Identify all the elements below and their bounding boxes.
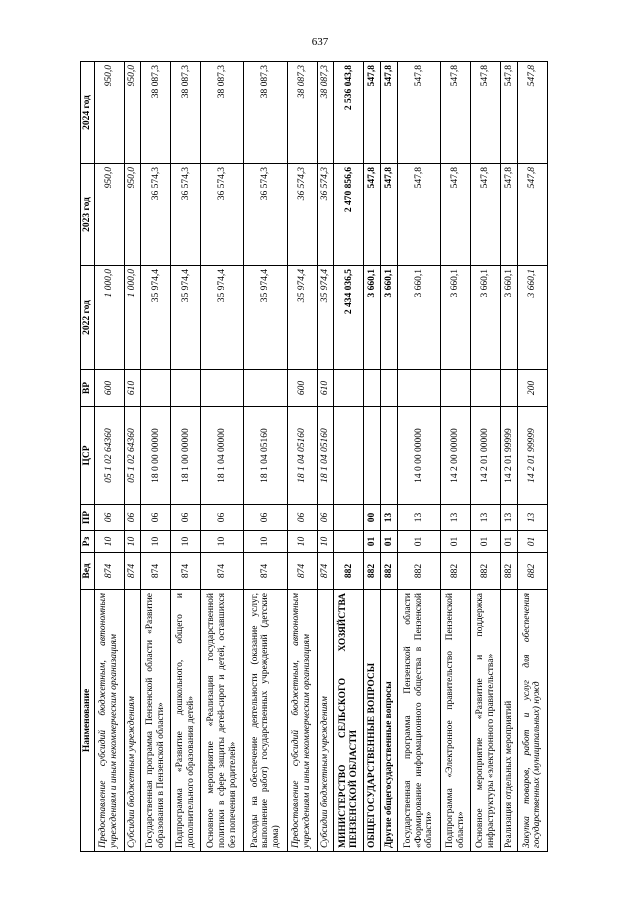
cell-name: Субсидии бюджетным учреждениям [317,590,334,852]
cell-2024: 2 536 043,8 [334,62,364,164]
table-row [244,62,287,852]
cell-pr: 13 [501,505,518,531]
cell-rz: 10 [124,531,141,553]
header-2023: 2023 год [81,164,95,266]
cell-vr [171,370,201,407]
cell-csr [364,407,381,505]
cell-csr: 05 1 02 64360 [94,407,124,505]
cell-ved: 874 [317,553,334,590]
cell-2023: 36 574,3 [201,164,244,266]
budget-table [80,61,548,852]
cell-name: Реализация отдельных мероприятий [501,590,518,852]
cell-2023: 547,8 [441,164,471,266]
cell-pr: 06 [287,505,317,531]
cell-rz: 01 [398,531,441,553]
cell-ved: 882 [441,553,471,590]
cell-pr: 13 [441,505,471,531]
cell-2024: 547,8 [398,62,441,164]
cell-csr: 18 0 00 00000 [141,407,171,505]
cell-2023: 547,8 [471,164,501,266]
table-row [364,62,381,852]
cell-ved: 874 [244,553,287,590]
cell-2023: 2 470 856,6 [334,164,364,266]
cell-2022: 3 660,1 [381,266,398,370]
table-row [201,62,244,852]
cell-pr: 00 [364,505,381,531]
header-vr: ВР [81,370,95,407]
rotated-table-area [80,62,548,852]
cell-pr: 06 [171,505,201,531]
table-row [171,62,201,852]
cell-csr [334,407,364,505]
cell-2022: 35 974,4 [317,266,334,370]
cell-2024: 547,8 [364,62,381,164]
cell-name: МИНИСТЕРСТВО СЕЛЬСКОГО ХОЗЯЙСТВА ПЕНЗЕНСКОЙ ОБЛАСТИ [334,590,364,852]
cell-pr: 13 [398,505,441,531]
header-ved: Вед [81,553,95,590]
cell-ved: 874 [141,553,171,590]
cell-2023: 547,8 [364,164,381,266]
cell-2023: 36 574,3 [287,164,317,266]
cell-pr: 06 [124,505,141,531]
cell-2022: 1 000,0 [124,266,141,370]
cell-2022: 3 660,1 [364,266,381,370]
cell-rz: 10 [171,531,201,553]
cell-2024: 950,0 [94,62,124,164]
cell-2023: 547,8 [381,164,398,266]
cell-pr [334,505,364,531]
cell-pr: 06 [244,505,287,531]
table-row [471,62,501,852]
cell-pr: 13 [381,505,398,531]
header-2022: 2022 год [81,266,95,370]
cell-ved: 874 [201,553,244,590]
cell-ved: 874 [287,553,317,590]
page-number: 637 [311,36,329,48]
table-row [501,62,518,852]
cell-2023: 950,0 [94,164,124,266]
cell-2024: 38 087,3 [201,62,244,164]
cell-rz: 01 [517,531,547,553]
cell-vr [364,370,381,407]
cell-2022: 35 974,4 [244,266,287,370]
cell-vr [381,370,398,407]
cell-vr: 600 [94,370,124,407]
table-row [334,62,364,852]
cell-2022: 3 660,1 [517,266,547,370]
table-row [517,62,547,852]
header-pr: ПР [81,505,95,531]
cell-name: Расходы на обеспечение деятельности (оказание услуг, выполнение работ) государственных учреждений (детские дома) [244,590,287,852]
cell-pr: 13 [517,505,547,531]
header-2024: 2024 год [81,62,95,164]
cell-vr [398,370,441,407]
cell-name: Основное мероприятие «Реализация государственной политики в сфере защиты детей-сирот и детей, оставшихся без попечения родителей» [201,590,244,852]
cell-2022: 3 660,1 [441,266,471,370]
cell-csr: 18 1 00 00000 [171,407,201,505]
table-row [441,62,471,852]
cell-vr: 200 [517,370,547,407]
cell-2022: 35 974,4 [141,266,171,370]
cell-name: Подпрограмма «Развитие дошкольного, общего и дополнительного образования детей» [171,590,201,852]
cell-csr: 18 1 04 05160 [244,407,287,505]
cell-2024: 547,8 [471,62,501,164]
cell-2023: 950,0 [124,164,141,266]
cell-name: Подпрограмма «Электронное правительство Пензенской области» [441,590,471,852]
cell-rz: 10 [317,531,334,553]
cell-vr: 610 [124,370,141,407]
cell-name: Государственная программа Пензенской области «Формирование информационного общества в Пензенской области» [398,590,441,852]
cell-vr [441,370,471,407]
cell-2023: 547,8 [517,164,547,266]
cell-2023: 36 574,3 [171,164,201,266]
cell-2022: 35 974,4 [171,266,201,370]
cell-rz: 10 [201,531,244,553]
cell-2024: 547,8 [381,62,398,164]
cell-ved: 874 [171,553,201,590]
cell-name: Закупка товаров, работ и услуг для обеспечения государственных (муниципальных) нужд [517,590,547,852]
cell-2024: 38 087,3 [171,62,201,164]
table-row [141,62,171,852]
cell-vr [471,370,501,407]
header-rz: Рз [81,531,95,553]
cell-rz: 01 [501,531,518,553]
cell-2023: 547,8 [398,164,441,266]
cell-rz: 10 [244,531,287,553]
cell-rz: 01 [441,531,471,553]
cell-pr: 06 [201,505,244,531]
cell-2024: 38 087,3 [141,62,171,164]
table-row [124,62,141,852]
cell-2024: 547,8 [441,62,471,164]
cell-vr: 610 [317,370,334,407]
table-row [381,62,398,852]
cell-vr [501,370,518,407]
cell-2024: 38 087,3 [317,62,334,164]
cell-ved: 882 [381,553,398,590]
cell-2024: 547,8 [501,62,518,164]
table-row [398,62,441,852]
cell-2023: 36 574,3 [317,164,334,266]
cell-2023: 547,8 [501,164,518,266]
cell-vr [141,370,171,407]
header-name: Наименование [81,590,95,852]
cell-csr: 14 2 00 00000 [441,407,471,505]
cell-rz: 01 [471,531,501,553]
cell-ved: 882 [471,553,501,590]
cell-pr: 06 [317,505,334,531]
cell-pr: 13 [471,505,501,531]
cell-2022: 3 660,1 [501,266,518,370]
cell-vr: 600 [287,370,317,407]
cell-2022: 3 660,1 [471,266,501,370]
cell-csr: 14 2 01 99999 [517,407,547,505]
cell-pr: 06 [94,505,124,531]
cell-rz: 10 [141,531,171,553]
cell-2022: 1 000,0 [94,266,124,370]
cell-ved: 882 [501,553,518,590]
cell-csr [381,407,398,505]
cell-name: Государственная программа Пензенской области «Развитие образования в Пензенской области» [141,590,171,852]
cell-csr: 18 1 04 05160 [317,407,334,505]
cell-rz: 10 [287,531,317,553]
header-csr: ЦСР [81,407,95,505]
cell-csr: 14 2 01 99999 [501,407,518,505]
cell-rz [334,531,364,553]
cell-name: Предоставление субсидий бюджетным, автономным учреждениям и иным некоммерческим организациям [287,590,317,852]
cell-name: Предоставление субсидий бюджетным, автономным учреждениям и иным некоммерческим организациям [94,590,124,852]
cell-pr: 06 [141,505,171,531]
cell-name: ОБЩЕГОСУДАРСТВЕННЫЕ ВОПРОСЫ [364,590,381,852]
cell-vr [244,370,287,407]
cell-2024: 38 087,3 [244,62,287,164]
cell-2024: 547,8 [517,62,547,164]
cell-csr: 14 0 00 00000 [398,407,441,505]
cell-ved: 882 [517,553,547,590]
cell-name: Основное мероприятие «Развитие и поддержка инфраструктуры «электронного правительства» [471,590,501,852]
cell-2023: 36 574,3 [244,164,287,266]
cell-vr [334,370,364,407]
cell-2024: 38 087,3 [287,62,317,164]
cell-vr [201,370,244,407]
cell-ved: 882 [334,553,364,590]
cell-2022: 35 974,4 [201,266,244,370]
cell-csr: 05 1 02 64360 [124,407,141,505]
cell-rz: 01 [381,531,398,553]
table-body [94,62,547,852]
table-row [317,62,334,852]
cell-csr: 18 1 04 00000 [201,407,244,505]
cell-name: Субсидии бюджетным учреждениям [124,590,141,852]
cell-name: Другие общегосударственные вопросы [381,590,398,852]
table-row [94,62,124,852]
cell-2024: 950,0 [124,62,141,164]
table-row [287,62,317,852]
cell-2022: 35 974,4 [287,266,317,370]
cell-csr: 18 1 04 05160 [287,407,317,505]
cell-2022: 2 434 036,5 [334,266,364,370]
cell-ved: 874 [94,553,124,590]
rotated-table-wrapper [80,62,548,852]
cell-ved: 874 [124,553,141,590]
cell-2023: 36 574,3 [141,164,171,266]
cell-rz: 01 [364,531,381,553]
cell-csr: 14 2 01 00000 [471,407,501,505]
cell-ved: 882 [364,553,381,590]
cell-2022: 3 660,1 [398,266,441,370]
cell-rz: 10 [94,531,124,553]
table-header-row [81,62,95,852]
cell-ved: 882 [398,553,441,590]
